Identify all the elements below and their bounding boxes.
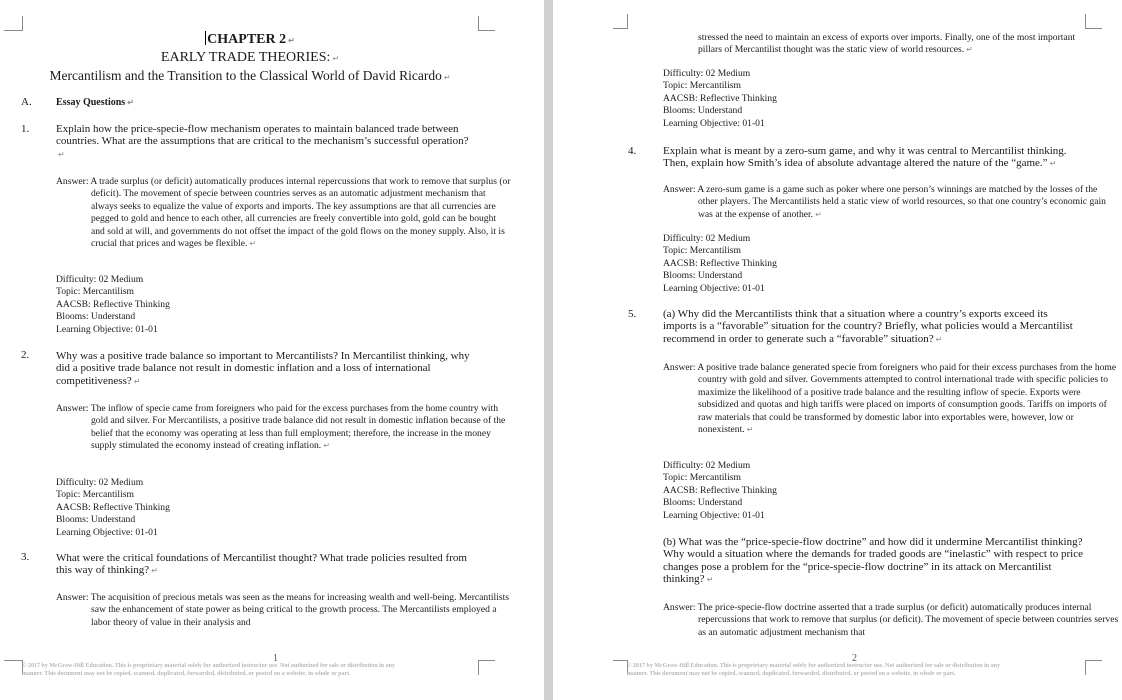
crop-mark xyxy=(478,16,495,31)
copyright-notice: © 2017 by McGraw-Hill Education. This is proprietary material solely for authorized instructor use. Not authorized for sale or distribution in any manner. This document may not be copied, scanned, duplicated, forwarded, distributed, or posted on a website, in whole or part. xyxy=(627,663,1000,677)
blooms: Blooms: Understand xyxy=(56,514,136,526)
question-4-text: Explain what is meant by a zero-sum game, and why it was central to Mercantilist thinking. Then, explain how Smith’s idea of absolute advantage altered the nature of the “game.” ↵ xyxy=(663,145,1067,170)
learning-objective: Learning Objective: 01-01 xyxy=(56,323,158,335)
question-number: 1. xyxy=(21,123,30,135)
aacsb: AACSB: Reflective Thinking xyxy=(56,501,170,513)
page-number: 1 xyxy=(273,653,278,664)
question-2-answer: Answer: The inflow of specie came from foreigners who paid for the excess purchases from the home country with gold and silver. For Mercantilists, a positive trade balance did not result in domestic inflation because of the belief that the economy was operating at less than full employment; therefore, the increase in the money supply stimulated the economy instead of creating inflation. ↵ xyxy=(56,403,506,452)
chapter-title: CHAPTER 2 xyxy=(207,32,287,47)
chapter-sub-subtitle: Mercantilism and the Transition to the Classical World of David Ricardo xyxy=(49,68,442,83)
crop-mark xyxy=(1085,660,1102,675)
question-number: 2. xyxy=(21,349,30,361)
document-page-1[interactable] xyxy=(0,0,544,700)
blooms: Blooms: Understand xyxy=(56,311,136,323)
chapter-heading: CHAPTER 2 ↵ EARLY TRADE THEORIES: ↵ Mercantilism and the Transition to the Classical World of David Ricardo ↵ xyxy=(49,32,451,83)
topic: Topic: Mercantilism xyxy=(663,472,741,484)
question-3-answer-continued: stressed the need to maintain an excess of exports over imports. Finally, one of the most important pillars of Mercantilist thought was the static view of world resources. ↵ xyxy=(698,32,1076,56)
learning-objective: Learning Objective: 01-01 xyxy=(663,282,765,294)
topic: Topic: Mercantilism xyxy=(56,489,134,501)
question-3-text: What were the critical foundations of Mercantilist thought? What trade policies resulted from this way of thinking? ↵ xyxy=(56,552,467,577)
question-4-metadata xyxy=(663,233,777,295)
learning-objective: Learning Objective: 01-01 xyxy=(663,509,765,521)
page-number: 2 xyxy=(852,653,857,664)
question-5a-text: (a) Why did the Mercantilists think that a situation where a country’s exports exceed its imports is a “favorable” situation for the country? Briefly, what policies would a Mercantilist recommend in order to generate such a “favorable” situation? ↵ xyxy=(663,308,1073,345)
blooms: Blooms: Understand xyxy=(663,105,743,117)
question-1-metadata xyxy=(56,274,170,336)
aacsb: AACSB: Reflective Thinking xyxy=(663,92,777,104)
aacsb: AACSB: Reflective Thinking xyxy=(663,484,777,496)
blooms: Blooms: Understand xyxy=(663,270,743,282)
document-page-2[interactable] xyxy=(553,0,1122,700)
question-2-text: Why was a positive trade balance so important to Mercantilists? In Mercantilist thinking, why did a positive trade balance not result in domestic inflation and a loss of international competitiveness? ↵ xyxy=(56,350,470,387)
blooms: Blooms: Understand xyxy=(663,497,743,509)
question-number: 3. xyxy=(21,551,30,563)
question-number: 5. xyxy=(628,308,637,320)
topic: Topic: Mercantilism xyxy=(663,245,741,257)
difficulty: Difficulty: 02 Medium xyxy=(56,477,144,488)
copyright-notice: © 2017 by McGraw-Hill Education. This is proprietary material solely for authorized instructor use. Not authorized for sale or distribution in any manner. This document may not be copied, scanned, duplicated, forwarded, distributed, or posted on a website, in whole or part. xyxy=(22,663,395,677)
question-5a-answer: Answer: A positive trade balance generated specie from foreigners who paid for their excess purchases from the home country with gold and silver. Governments attempted to control international trade with specific policies to maximize the likelihood of a positive trade balance and the resulting inflow of specie. Exports were subsidized and quotas and high tariffs were placed on imports of consumption goods. Tariffs on imports of raw materials that could be transformed by domestic labor into exportables were, however, low or nonexistent. ↵ xyxy=(663,362,1117,436)
question-4-answer: Answer: A zero-sum game is a game such as poker where one person’s winnings are matched by the losses of the other players. The Mercantilists held a static view of world resources, so that one country’s economic gain was at the expense of another. ↵ xyxy=(663,184,1106,220)
section-title: Essay Questions ↵ xyxy=(56,97,134,108)
crop-mark xyxy=(1085,14,1102,29)
difficulty: Difficulty: 02 Medium xyxy=(663,68,751,79)
aacsb: AACSB: Reflective Thinking xyxy=(56,298,170,310)
crop-mark xyxy=(478,660,495,675)
question-number: 4. xyxy=(628,145,637,157)
question-5b-text: (b) What was the “price-specie-flow doctrine” and how did it undermine Mercantilist thinking? Why would a situation where the demands for traded goods are “inelastic” with respect to price changes pose a problem for the “price-specie-flow doctrine” in its attack on Mercantilist thinking? ↵ xyxy=(663,536,1083,585)
topic: Topic: Mercantilism xyxy=(56,286,134,298)
crop-mark xyxy=(4,660,23,675)
question-3-answer: Answer: The acquisition of precious metals was seen as the means for increasing wealth and well-being. Mercantilists saw the enhancement of state power as being critical to the growth process. The Mercantilists employed a labor theory of value in their analysis and xyxy=(56,592,509,628)
difficulty: Difficulty: 02 Medium xyxy=(663,460,751,471)
question-5b-answer: Answer: The price-specie-flow doctrine asserted that a trade surplus (or deficit) automatically produces internal repercussions that work to remove that surplus (or deficit). The movement of specie between countries serves as an automatic adjustment mechanism that xyxy=(663,602,1119,638)
aacsb: AACSB: Reflective Thinking xyxy=(663,257,777,269)
difficulty: Difficulty: 02 Medium xyxy=(56,274,144,285)
question-1-text: Explain how the price-specie-flow mechanism operates to maintain balanced trade between countries. What are the assumptions that are critical to the mechanism’s successful operation?↵ xyxy=(56,123,469,159)
learning-objective: Learning Objective: 01-01 xyxy=(663,117,765,129)
page-gap xyxy=(544,0,553,700)
chapter-subtitle: EARLY TRADE THEORIES: xyxy=(160,50,331,65)
question-2-metadata xyxy=(56,477,170,539)
crop-mark xyxy=(4,16,23,31)
question-1-answer: Answer: A trade surplus (or deficit) automatically produces internal repercussions that work to remove that surplus (or deficit). The movement of specie between countries serves as an automatic adjustment mechanism that always seeks to equalize the value of exports and imports. The key assumptions are that all currencies are pegged to gold and hence to each other, all currencies are freely convertible into gold, gold can be bought and sold at will, and governments do not offset the impact of the gold flows on the money supply. Also, it is crucial that prices and wages be flexible. ↵ xyxy=(56,176,511,250)
crop-mark xyxy=(613,660,628,675)
learning-objective: Learning Objective: 01-01 xyxy=(56,526,158,538)
crop-mark xyxy=(613,14,628,29)
question-5a-metadata xyxy=(663,460,777,522)
section-letter: A. xyxy=(21,96,32,108)
question-3-metadata xyxy=(663,68,777,130)
topic: Topic: Mercantilism xyxy=(663,80,741,92)
difficulty: Difficulty: 02 Medium xyxy=(663,233,751,244)
